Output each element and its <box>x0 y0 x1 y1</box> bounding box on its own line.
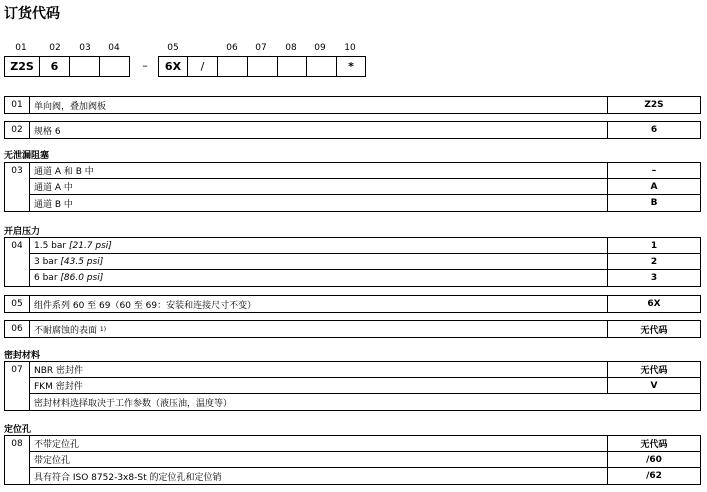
surface-text: 不耐腐蚀的表面 <box>34 325 98 336</box>
code-cell-07 <box>248 57 278 76</box>
row-number: 01 <box>5 97 30 113</box>
row-description: NBR 密封件 <box>34 366 84 376</box>
table-row <box>30 179 700 195</box>
section-heading: 无泄漏阻塞 <box>4 151 50 161</box>
row-description <box>30 270 607 286</box>
table-row <box>30 436 700 452</box>
row-description: 通道 B 中 <box>34 199 73 210</box>
row-number: 02 <box>5 122 30 138</box>
table-row <box>30 378 700 394</box>
table-row <box>30 163 700 179</box>
section-heading: 定位孔 <box>4 425 32 435</box>
code-cell-08 <box>278 57 307 76</box>
code-slash: / <box>188 57 218 76</box>
row-description: 通道 A 中 <box>34 183 73 193</box>
code-position-10: 10 <box>344 43 356 53</box>
code-cell-01: Z2S <box>5 57 40 76</box>
code-cell-04 <box>100 57 130 76</box>
table-row <box>30 122 700 138</box>
table-row <box>30 97 700 113</box>
code-position-08: 08 <box>285 43 297 53</box>
pressure-psi: [21.7 psi] <box>68 240 112 251</box>
pressure-bar: 6 bar <box>34 273 58 283</box>
pressure-bar: 1.5 bar <box>34 240 67 251</box>
code-cell-06 <box>218 57 248 76</box>
code-dash: – <box>142 59 148 72</box>
row-code: 3 <box>607 270 700 286</box>
code-position-01: 01 <box>15 43 27 53</box>
code-position-06: 06 <box>226 43 238 53</box>
table-06 <box>4 320 701 338</box>
code-cell-09 <box>307 57 337 76</box>
row-description: 通道 A 和 B 中 <box>34 167 94 177</box>
pressure-bar: 3 bar <box>34 256 58 267</box>
table-01 <box>4 96 701 114</box>
row-code: /62 <box>607 468 700 484</box>
row-number: 05 <box>5 296 30 312</box>
row-number: 06 <box>5 321 30 337</box>
footnote-marker: 1) <box>99 325 107 333</box>
row-description: 具有符合 ISO 8752-3x8-St 的定位孔和定位销 <box>34 472 222 483</box>
row-code: 6 <box>607 122 700 138</box>
row-description: 密封材料选择取决于工作参数（液压油，温度等） <box>34 398 233 409</box>
table-row <box>30 254 700 270</box>
table-row <box>30 452 700 468</box>
order-code-row-2 <box>158 56 366 77</box>
table-row <box>30 270 700 286</box>
row-code: Z2S <box>607 97 700 113</box>
code-position-02: 02 <box>49 43 61 53</box>
row-code: A <box>607 179 700 194</box>
table-row <box>30 296 700 312</box>
order-code-row <box>4 56 130 77</box>
row-description: 组件系列 60 至 69（60 至 69：安装和连接尺寸不变） <box>34 300 257 311</box>
section-heading: 开启压力 <box>4 227 41 237</box>
row-code: 无代码 <box>607 321 700 337</box>
pressure-psi: [86.0 psi] <box>60 273 104 283</box>
row-code: 1 <box>607 238 700 253</box>
table-row <box>30 394 700 410</box>
table-row <box>30 362 700 378</box>
row-number: 04 <box>5 238 30 286</box>
row-code: 无代码 <box>607 436 700 451</box>
code-cell-02: 6 <box>40 57 70 76</box>
table-05 <box>4 295 701 313</box>
code-position-04: 04 <box>108 43 120 53</box>
code-position-07: 07 <box>255 43 267 53</box>
table-04 <box>4 237 701 287</box>
row-description: FKM 密封件 <box>34 382 83 392</box>
pressure-psi: [43.5 psi] <box>60 256 104 267</box>
code-position-09: 09 <box>314 43 326 53</box>
code-cell-10: * <box>337 57 366 76</box>
row-code: V <box>607 378 700 393</box>
row-description <box>30 254 607 269</box>
row-code: B <box>607 195 700 211</box>
row-code: 6X <box>607 296 700 312</box>
row-description: 带定位孔 <box>34 456 71 466</box>
code-cell-05: 6X <box>159 57 188 76</box>
row-number: 03 <box>5 163 30 211</box>
table-row <box>30 321 700 337</box>
row-description: 规格 6 <box>34 126 61 137</box>
row-number: 08 <box>5 436 30 484</box>
page-title: 订货代码 <box>4 6 60 22</box>
table-row <box>30 195 700 211</box>
table-08 <box>4 435 701 485</box>
row-number: 07 <box>5 362 30 410</box>
code-dash-group <box>134 56 156 75</box>
code-position-05: 05 <box>167 43 179 53</box>
row-code: 无代码 <box>607 362 700 377</box>
table-02 <box>4 121 701 139</box>
row-description <box>30 321 607 337</box>
code-cell-03 <box>70 57 100 76</box>
row-code: /60 <box>607 452 700 467</box>
row-description: 单向阀，叠加阀板 <box>34 101 107 112</box>
table-07 <box>4 361 701 411</box>
section-heading: 密封材料 <box>4 351 41 361</box>
table-row <box>30 238 700 254</box>
table-row <box>30 468 700 484</box>
code-position-03: 03 <box>79 43 91 53</box>
row-code: 2 <box>607 254 700 269</box>
row-description <box>30 238 607 253</box>
table-03 <box>4 162 701 212</box>
row-code: – <box>607 163 700 178</box>
row-description: 不带定位孔 <box>34 440 80 450</box>
